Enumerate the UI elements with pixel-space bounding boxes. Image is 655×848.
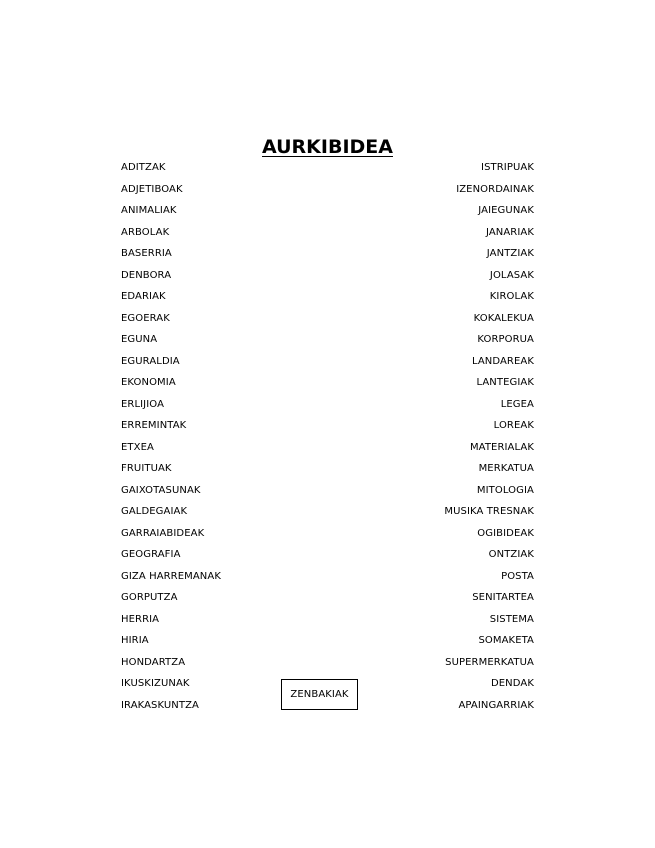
index-link-jantziak[interactable]: JANTZIAK bbox=[486, 248, 534, 259]
index-link-korporua[interactable]: KORPORUA bbox=[477, 334, 534, 345]
index-item[interactable] bbox=[444, 183, 534, 205]
index-item[interactable] bbox=[444, 677, 534, 699]
index-item[interactable] bbox=[444, 570, 534, 592]
index-item[interactable] bbox=[444, 419, 534, 441]
index-item[interactable] bbox=[444, 398, 534, 420]
index-item[interactable] bbox=[444, 505, 534, 527]
index-item[interactable] bbox=[121, 505, 221, 527]
index-link-mitologia[interactable]: MITOLOGIA bbox=[476, 484, 534, 496]
index-item[interactable] bbox=[121, 677, 221, 699]
index-link-galdegaiak[interactable]: GALDEGAIAK bbox=[121, 506, 188, 517]
index-link-izenordainak[interactable]: IZENORDAINAK bbox=[456, 183, 534, 195]
index-link-eguna[interactable]: EGUNA bbox=[121, 334, 158, 345]
index-item[interactable] bbox=[121, 355, 221, 377]
index-link-apaingarriak[interactable]: APAINGARRIAK bbox=[458, 699, 534, 711]
index-link-eguraldia[interactable]: EGURALDIA bbox=[121, 355, 180, 367]
index-link-fruituak[interactable]: FRUITUAK bbox=[121, 463, 172, 474]
index-item[interactable] bbox=[444, 355, 534, 377]
index-link-garraiabideak[interactable]: GARRAIABIDEAK bbox=[121, 527, 205, 539]
index-link-geografia[interactable]: GEOGRAFIA bbox=[121, 549, 181, 560]
index-link-animaliak[interactable]: ANIMALIAK bbox=[121, 205, 177, 216]
index-item[interactable] bbox=[121, 419, 221, 441]
index-link-denbora[interactable]: DENBORA bbox=[121, 269, 172, 281]
index-link-merkatua[interactable]: MERKATUA bbox=[478, 463, 534, 474]
index-item[interactable] bbox=[121, 634, 221, 656]
index-item[interactable] bbox=[121, 484, 221, 506]
index-item[interactable] bbox=[121, 269, 221, 291]
index-link-gaixotasunak[interactable]: GAIXOTASUNAK bbox=[121, 484, 201, 496]
index-item[interactable] bbox=[444, 204, 534, 226]
index-item[interactable] bbox=[444, 548, 534, 570]
index-link-materialak[interactable]: MATERIALAK bbox=[469, 441, 534, 453]
index-item[interactable] bbox=[444, 484, 534, 506]
index-item[interactable] bbox=[444, 247, 534, 269]
index-link-ekonomia[interactable]: EKONOMIA bbox=[121, 377, 176, 388]
index-item[interactable] bbox=[444, 634, 534, 656]
index-list-right bbox=[444, 161, 534, 720]
index-item[interactable] bbox=[121, 570, 221, 592]
page-title: AURKIBIDEA bbox=[262, 135, 393, 158]
index-item[interactable] bbox=[444, 591, 534, 613]
index-item[interactable] bbox=[121, 613, 221, 635]
index-item[interactable] bbox=[121, 548, 221, 570]
index-item[interactable] bbox=[444, 527, 534, 549]
index-item[interactable] bbox=[444, 333, 534, 355]
index-link-herria[interactable]: HERRIA bbox=[121, 613, 160, 625]
index-item[interactable] bbox=[444, 226, 534, 248]
index-item[interactable] bbox=[121, 247, 221, 269]
index-item[interactable] bbox=[121, 312, 221, 334]
index-link-egoerak[interactable]: EGOERAK bbox=[121, 312, 170, 324]
index-item[interactable] bbox=[121, 161, 221, 183]
index-link-loreak[interactable]: LOREAK bbox=[493, 420, 534, 431]
index-item[interactable] bbox=[121, 527, 221, 549]
index-item[interactable] bbox=[121, 462, 221, 484]
index-item[interactable] bbox=[121, 699, 221, 721]
index-link-giza-harremanak[interactable]: GIZA HARREMANAK bbox=[121, 570, 221, 582]
index-link-jaiegunak[interactable]: JAIEGUNAK bbox=[478, 205, 534, 216]
index-item[interactable] bbox=[121, 591, 221, 613]
index-link-senitartea[interactable]: SENITARTEA bbox=[472, 592, 534, 603]
index-item[interactable] bbox=[121, 441, 221, 463]
index-link-lantegiak[interactable]: LANTEGIAK bbox=[476, 377, 534, 388]
index-list-left bbox=[121, 161, 221, 720]
index-link-dendak[interactable]: DENDAK bbox=[490, 678, 534, 689]
index-link-istripuak[interactable]: ISTRIPUAK bbox=[481, 162, 534, 173]
index-item[interactable] bbox=[444, 376, 534, 398]
index-link-edariak[interactable]: EDARIAK bbox=[121, 291, 166, 302]
index-link-somaketa[interactable]: SOMAKETA bbox=[478, 635, 534, 646]
index-item[interactable] bbox=[121, 398, 221, 420]
index-link-ogibideak[interactable]: OGIBIDEAK bbox=[477, 527, 534, 539]
index-link-erremintak[interactable]: ERREMINTAK bbox=[121, 420, 187, 431]
index-link-arbolak[interactable]: ARBOLAK bbox=[121, 226, 170, 238]
index-link-landareak[interactable]: LANDAREAK bbox=[471, 355, 534, 367]
index-link-supermerkatua[interactable]: SUPERMERKATUA bbox=[445, 656, 534, 668]
index-link-etxea[interactable]: ETXEA bbox=[121, 441, 154, 453]
index-link-irakaskuntza[interactable]: IRAKASKUNTZA bbox=[121, 699, 199, 711]
index-item[interactable] bbox=[121, 183, 221, 205]
index-link-baserria[interactable]: BASERRIA bbox=[121, 248, 172, 259]
index-link-jolasak[interactable]: JOLASAK bbox=[489, 269, 534, 281]
index-link-kokalekua[interactable]: KOKALEKUA bbox=[473, 312, 534, 324]
index-item[interactable] bbox=[444, 656, 534, 678]
index-link-legea[interactable]: LEGEA bbox=[500, 398, 534, 410]
index-item[interactable] bbox=[121, 333, 221, 355]
index-item[interactable] bbox=[444, 699, 534, 721]
index-link-hiria[interactable]: HIRIA bbox=[121, 635, 149, 646]
index-link-aditzak[interactable]: ADITZAK bbox=[121, 162, 166, 173]
index-link-hondartza[interactable]: HONDARTZA bbox=[121, 656, 186, 668]
index-link-ikuskizunak[interactable]: IKUSKIZUNAK bbox=[121, 678, 190, 689]
index-item[interactable] bbox=[121, 376, 221, 398]
index-item[interactable] bbox=[121, 226, 221, 248]
index-item[interactable] bbox=[444, 312, 534, 334]
index-link-gorputza[interactable]: GORPUTZA bbox=[121, 592, 178, 603]
index-link-ontziak[interactable]: ONTZIAK bbox=[488, 549, 534, 560]
index-link-janariak[interactable]: JANARIAK bbox=[485, 226, 534, 238]
index-item[interactable] bbox=[121, 204, 221, 226]
index-link-kirolak[interactable]: KIROLAK bbox=[489, 291, 534, 302]
index-link-sistema[interactable]: SISTEMA bbox=[489, 613, 534, 625]
numbers-button[interactable]: ZENBAKIAK bbox=[281, 679, 358, 710]
index-link-adjetiboak[interactable]: ADJETIBOAK bbox=[121, 183, 183, 195]
index-item[interactable] bbox=[444, 290, 534, 312]
index-item[interactable] bbox=[444, 441, 534, 463]
index-item[interactable] bbox=[444, 613, 534, 635]
index-link-erlijioa[interactable]: ERLIJIOA bbox=[121, 398, 165, 410]
index-item[interactable] bbox=[444, 462, 534, 484]
index-link-posta[interactable]: POSTA bbox=[501, 570, 534, 582]
index-item[interactable] bbox=[444, 161, 534, 183]
index-item[interactable] bbox=[444, 269, 534, 291]
index-item[interactable] bbox=[121, 290, 221, 312]
index-link-musika-tresnak[interactable]: MUSIKA TRESNAK bbox=[444, 506, 534, 517]
index-item[interactable] bbox=[121, 656, 221, 678]
